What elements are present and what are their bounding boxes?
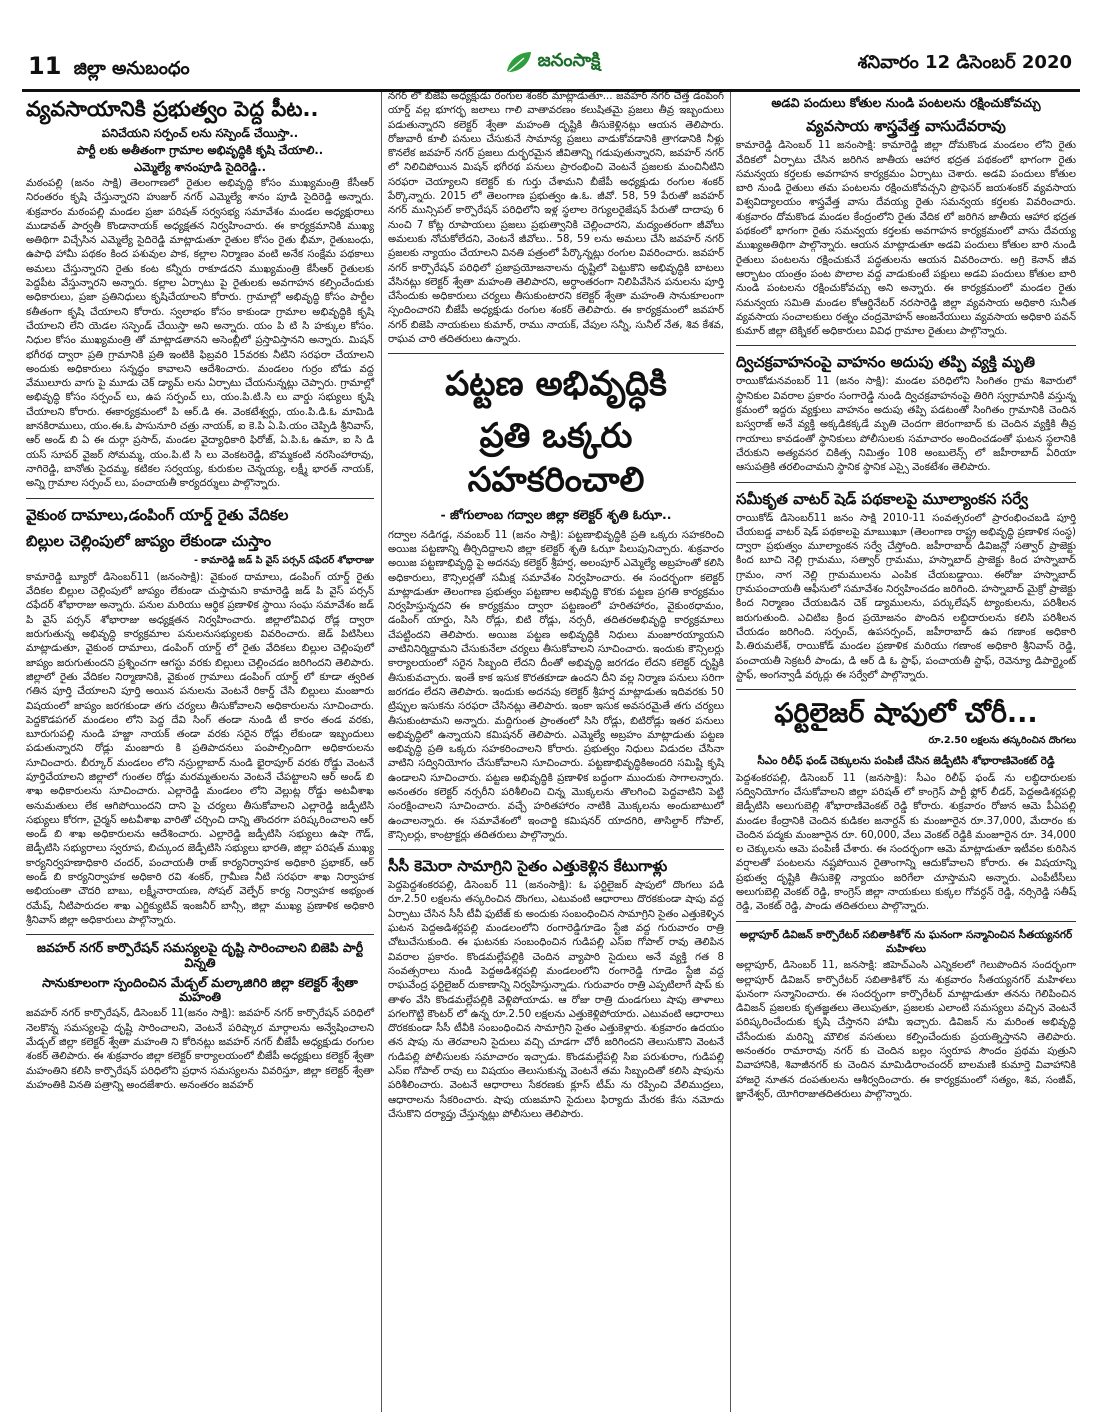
divider xyxy=(388,849,724,850)
article-body: పెద్దశంకరపల్లి, డిసెంబర్ 11 (జనసాక్షి): సీఎం రిలీఫ్ ఫండ్ ను లబ్ధిదారులకు సద్వినియోగం చేసుకోవాలని జిల్లా పరిషత్ లో కాంగ్రెస్ పార్టీ ఫ్లోర్ లీడర్, పెద్దఅడిశర్లపల్లి జెడ్పీటిసి అలుగుబెల్లి శోభారాణివెంకట్ రెడ్డి కోరారు. శుక్రవారం రోజున ఆమె పీఏపల్లి మండల కేంద్రానికి చెందిన కుడికల జనార్దన్ కు మంజూరైన రూ.37,000, మేదారం కు చెందిన పద్మకు మంజూరైన రూ. 60,000, వేలు వెంకట్ రెడ్డికి మంజూరైన రూ. 34,000 ల చెక్కులను ఆమె పంపిణీ చేశారు. ఈ సందర్భంగా ఆమె మాట్లాడుతూ ఇటీవల కురిసిన వర్షాలతో పంటలను నష్టపోయిన రైతాంగాన్ని ఆదుకోవాలని కోరారు. ఈ విషయాన్ని ప్రభుత్వ దృష్టికి తీసుకెళ్లి న్యాయం జరిగేలా చూస్తామని అన్నారు. ఎంపీటీసీలు అలుగుబెల్లి వెంకట్ రెడ్డి, కాంగ్రెస్ జిల్లా నాయకులు కుక్కల గోవర్ధన్ రెడ్డి, నర్సిరెడ్డి సతీష్ రెడ్డి, వెంకట్ రెడ్డి, పాండు తదితరులు పాల్గొన్నారు. xyxy=(736,772,1076,913)
divider xyxy=(736,689,1076,690)
divider xyxy=(388,353,724,354)
column-right xyxy=(736,90,1076,1104)
column-middle xyxy=(388,90,724,1124)
article-headline: వైకుంఠ దామాలు,డంపింగ్ యార్డ్ రైతు వేదికల xyxy=(26,505,289,524)
divider xyxy=(26,498,374,499)
article-headline: అడవి పందులు కోతుల నుండి పంటలను రక్షించుకోవచ్చు xyxy=(771,95,1041,110)
article-headline: బిల్లుల చెల్లింపులో జాప్యం లేకుండా చుస్తాం xyxy=(26,531,272,550)
article-body: నగర్ లో బీజేపీ అధ్యక్షుడు రంగుల శంకర్ మాట్లాడుతూ... జవహర్ నగర్ చెత్త డంపింగ్ యార్డ్ వల్ల భూగర్భ జలాలు గాలి వాతావరణం కలుషితమై ప్రజలు తీవ్ర ఇబ్బందులు పడుతున్నారని కలెక్టర్ శ్వేతా మహంతి దృష్టికి తీసుకెళ్లినట్లు ఆయన తెలిపారు. రోజువారీ కూలీ పనులు చేసుకునే సామాన్య ప్రజలు వాడుకోవడానికి త్రాగడానికి నీళ్లు కొనలేక జవహర్ నగర్ ప్రజలు దుర్భరమైన జీవితాన్ని గడుపుతున్నారని, జవహర్ నగర్ లో నిలిచిపోయిన మిషన్ భగీరథ పనులు ప్రారంభించి వెంటనే ప్రజలకు మంచినీటిని సరఫరా చెయ్యాలని కలెక్టర్ కు గుర్తు చేశామని బీజేపీ అధ్యక్షుడు రంగుల శంకర్ పేర్కొన్నారు. 2015 లో తెలంగాణ ప్రభుత్వం ఉ.ఓ. జీవో. 58, 59 పేరుతో జవహర్ నగర్ మున్సిపల్ కార్పొరేషన్ పరిధిలోని ఇళ్ల స్థలాల రెగ్యులరైజేషన్ పేరుతో దాదాపు 6 నుంచి 7 కోట్ల రూపాయలు ప్రజలు ప్రభుత్వానికి చెల్లించారని, మద్యంతరంగా జీవోలు అమలుకు నోచుకోలేదని, వెంటనే జీవోలు.. 58, 59 లను అమలు చేసి జవహర్ నగర్ ప్రజలకు న్యాయం చేయాలని వినతి పత్రంలో పేర్కొన్నట్లు రంగుల వివరించారు. జవహర్ నగర్ కార్పొరేషన్ పరిధిలో ప్రజాప్రయోజనాలను దృష్టిలో పెట్టుకొని అభివృద్ధికి బాటలు వేసినట్లు కలెక్టర్ శ్వేతా మహంతి తెలిపారని, అర్ధాంతరంగా నిలిపివేసిన పనులను పూర్తి చేసేందుకు అధికారులు చర్యలు తీసుకుంటారని కలెక్టర్ శ్వేతా మహంతి సానుకూలంగా స్పందించారని బీజేపీ అధ్యక్షుడు రంగుల శంకర్ తెలిపారు. ఈ కార్యక్రమంలో జవహర్ నగర్ బిజెపి నాయకులు కుమార్, రాము నాయక్, వేపుల సన్నీ, సునీల్ నేత, శివ కేశవ, రాఘవ చారి తదితరులు ఉన్నారు. xyxy=(388,91,724,346)
article-headline: సీసీ కెమెరా సామాగ్రిని సైతం ఎత్తుకెళ్లిన కేటుగాళ్లు xyxy=(388,857,668,876)
article-headline: వ్యవసాయానికి ప్రభుత్వం పెద్ద పీట.. xyxy=(26,97,319,121)
article-byline: - జోగులాంబ గద్వాల జిల్లా కలెక్టర్ శృతి ఓఝా.. xyxy=(440,507,672,523)
newspaper-logo xyxy=(467,44,637,80)
article-subhead: పనిచేయని సర్పంచ్ లను సస్పెండ్ చేయిస్తా.. xyxy=(101,126,299,140)
article-subhead: సానుకూలంగా స్పందించిన మేడ్చల్ మల్కాజిగిరి జిల్లా కలెక్టర్ శ్వేతా మహంతి xyxy=(42,974,358,1005)
article-subhead: ఎమ్మెల్యే శానంపూడి సైదిరెడ్డి.. xyxy=(134,160,266,174)
article-body: పెద్దపెద్దశంకరపల్లి, డిసెంబర్ 11 (జనంసాక్షి): ఓ ఫర్టిలైజర్ షాపులో దొంగలు పడి రూ.2.50 లక్షలను తస్కరించిన దొంగలు, ఎటువంటి ఆధారాలు దొరకకుండా షాపు వద్ద ఏర్పాటు చేసిన సీసీ టీవీ ఫుటేజ్ కు అందుకు సంబంధించిన సామాగ్రిని సైతం ఎత్తుకెళ్ళిన ఘటన పెద్దఅడిశర్లపల్లి మండలంలోని రంగారెడ్డిగూడెం స్టేజి వద్ద గురువారం రాత్రి చోటుచేసుకుంది. ఈ ఘటనకు సంబంధించిన గుడిపల్లి ఎస్ఐ గోపాల్ రావు తెలిపిన వివరాల ప్రకారం. కొండమల్లేపల్లికి చెందిన వ్యాపారి సైదులు అనే వ్యక్తి గత 8 సంవత్సరాలు నుండి పెద్దఅడిశర్లపల్లి మండలంలోని రంగారెడ్డి గూడెం స్టేజి వద్ద రాఘవేంద్ర ఫర్టిలైజర్ దుకాణాన్ని నిర్వహిస్తున్నాడు. గురువారం రాత్రి ఎప్పటిలాగే షాప్ కు తాళం వేసి కొండమల్లేపల్లికి వెళ్లిపోయాడు. ఆ రోజు రాత్రి దుండగులు షాపు తాళాలు పగలగొట్టి కౌంటర్ లో ఉన్న రూ.2.50 లక్షలను ఎత్తుకెళ్లిపోయారు. ఎటువంటి ఆధారాలు దొరకకుండా సీసీ టీవీకి సంబంధించిన సామాగ్రిని సైతం ఎత్తుకెళ్లారు. శుక్రవారం ఉదయం తన షాపు ను తెరవాలని సైదులు వచ్చి చూడగా చోరీ జరిగిందని తెలుసుకొని వెంటనే గుడిపల్లి పోలీసులకు సమాచారం ఇచ్చాడు. కొండమల్లేపల్లి సిఐ పరుశురాం, గుడిపల్లి ఎస్ఐ గోపాల్ రావు లు విషయం తెలుసుకున్న వెంటనే తమ సిబ్బందితో కలిసి షాపును పరిశీలించారు. వెంటనే ఆధారాలు సేకరణకు క్లూస్ టీమ్ ను రప్పించి వేలిముద్రలు, ఆధారాలను సేకరించారు. షాపు యజమాని సైదులు ఫిర్యాదు మేరకు కేసు నమోదు చేసుకొని దర్యాప్తు చేస్తున్నట్లు పోలీసులు తెలిపారు. xyxy=(388,880,724,1120)
main-headline-line: ప్రతి ఒక్కరు సహకరించాలి xyxy=(467,416,645,501)
article-body: కామారెడ్డి డిసెంబర్ 11 జనంసాక్షి: కామారెడ్డి జిల్లా దోమకొండ మండలం లోని రైతు వేదికలో ఏర్పాటు చేసిన జరిగిన జాతీయ ఆహార భద్రత పథకంలో భాగంగా రైతు సమన్వయ కర్తలకు అవగాహన కార్యక్రమం ఏర్పాటు చెశారు. అడవి పందులు కోతుల బారి నుండి రైతులు తమ పంటలను రక్షించుకోవచ్చని ప్రొఫెసర్ జయశంకర్ వ్యవసాయ విశ్వవిద్యాలయం శాస్త్రవేత్త వాసు దేవయ్య రైతు సమన్వయ కర్తలకు వివరించారు. శుక్రవారం దోమకొండ మండల కేంద్రంలోని రైతు వేదిక లో జరిగిన జాతీయ ఆహార భద్రత పథకంలో భాగంగా రైతు సమన్వయ కర్తలకు అవగాహన కార్యక్రమంలో వాసు దేవయ్య ముఖ్యఅతిథిగా పాల్గొన్నారు. ఆయన మాట్లాడుతూ అడవి పందులు కోతుల బారి నుండి రైతులు పంటలను రక్షించుకునే పద్ధతులను ఆయన వివరించారు. అగ్రి కెనాన్ జీవ ఆర్భాటం యంత్రం పంట పొలాల వద్ద వాడుకుంటే పక్షులు అడవి పందులు కోతుల బారి నుండి పంటలను రక్షించుకోవచ్చు అని అన్నారు. ఈ కార్యక్రమంలో మండల రైతు సమన్వయ సమితి మండల కోఆర్డినేటర్ నరసారెడ్డి జిల్లా వ్యవసాయ అధికారి సునీత వ్యవసాయ సంచాలకులు రత్నం చంద్రమోహన్ ఆంజనేయులు వ్యవసాయ అధికారి పవన్ కుమార్ జిల్లా టెక్నికల్ అధికారులు వివిధ గ్రామాల రైతులు పాల్గొన్నారు. xyxy=(736,140,1076,338)
divider xyxy=(26,934,374,935)
article-headline: సమీకృత వాటర్ షెడ్ పథకాలపై మూల్యాంకన సర్వే xyxy=(736,489,1028,508)
page-header xyxy=(22,40,1080,86)
column-divider xyxy=(381,92,382,1412)
logo-text: జనంసాక్షి xyxy=(537,49,601,71)
article-headline: జవహర్ నగర్ కార్పొరేషన్ సమస్యలపై దృష్టి సారించాలని బిజెపి పార్టీ విన్నతి xyxy=(36,940,364,970)
section-name: జిల్లా అనుబంధం xyxy=(73,58,190,79)
article-body: రాయికోడునవంబర్ 11 (జనం సాక్షి): మండల పరిధిలోని సింగితం గ్రామ శివారులో స్థానికుల వివరాల ప్రకారం సంగారెడ్డి నుండి ద్విచక్రవాహనంపై తిరిగి స్వగ్రామానికి వస్తున్న క్రమంలో ఇద్దరు వ్యక్తులు వాహనం అదుపు తప్పి పడటంతో సింగితం గ్రామానికి చెందిన బస్వరాజ్ అనే వ్యక్తి అక్కడికక్కడే మృతి చెందగా జెరంగాబాద్ కు చెందిన వ్యక్తికి తీవ్ర గాయాలు కావడంతో స్థానికులు పోలీసులకు సమాచారం అందించడంతో ఘటన స్థలానికి చేరుకుని అత్యవసర చికిత్స నిమిత్తం 108 అంబులెన్స్ లో జహీరాబాద్ ఏరియా ఆసుపత్రికి తరలించామని స్థానిక స్థానిక ఎస్సై వెంకటేశం తెలిపారు. xyxy=(736,376,1076,474)
divider xyxy=(736,345,1076,346)
divider xyxy=(736,921,1076,922)
page-section xyxy=(28,52,190,83)
column-divider xyxy=(730,92,731,1412)
article-body: అల్లాపూర్, డిసెంబర్ 11, జనసాక్షి: జిహెచ్ఎంసి ఎన్నికలలో గెలుపొందిన సందర్భంగా అల్లాపూర్ డివిజన్ కార్పొరేటర్ సబితాకిశోర్ ను శుక్రవారం సీతయ్యనగర్ మహిళలు ఘనంగా సన్మానించారు. ఈ సందర్భంగా కార్పొరేటర్ మాట్లాడుతూ తనను గెలిపించిన డివిజన్ ప్రజలకు కృతజ్ఞతలు తెలుపుతూ, ప్రజలకు ఎలాంటి సమస్యలు వచ్చిన వెంటనే పరిష్కరించేందుకు కృషి చేస్తానని హామీ ఇచ్చారు. డివిజన్ ను మరింత అభివృద్ధి చేసేందుకు మరిన్ని మౌలిక వసతులు కల్పించేందుకు ప్రయత్నిస్తానని తెలిపారు. అనంతరం రామారావు నగర్ కు చెందిన బల్లం స్వరూప సౌందం ప్రథమ పుత్రుని వివాహానికి, శివాజీనగర్ కు చెందిన మామిడిరాంచందర్ బాలమణి కుమార్తె వివాహానికి హాజరై నూతన దంపతులను ఆశీర్వదించారు. ఈ కార్యక్రమంలో సత్యం, శివ, సంజీవ్, జ్ఞానేశ్వర్, యోగిరాజుతదితరులు పాల్గొన్నారు. xyxy=(736,960,1076,1100)
article-body: మఠంపల్లి (జనం సాక్షి) తెలంగాణలో రైతుల అభివృద్ధి కోసం ముఖ్యమంత్రి కేసీఆర్ నిరంతరం కృషి చేస్తున్నారని హుజుర్ నగర్ ఎమ్మెల్యే శానం పూడి సైదిరెడ్డి అన్నారు. శుక్రవారం మఠంపల్లి మండల ప్రజా పరిషత్ సర్వసభ్య సమావేశం మండల అధ్యక్షురాలు ముడావత్ పార్వతీ కొండానాయక్ అధ్యక్షతన నిర్వహించారు. ఈ కార్యక్రమానికి ముఖ్య అతిథిగా విచ్చేసిన ఎమ్మెల్యే సైదిరెడ్డి మాట్లాడుతూ రైతుల కోసం రైతు భీమా, రైతుబంధు, ఉపాధి హామీ పథకం కింద పశువుల పాక, కల్లాల నిర్మాణం వంటి అనేక సంక్షేమ పథకాలు అమలు చేస్తున్నారని రైతు కంట కన్నీరు రాకూడదని ముఖ్యమంత్రి కేసీఆర్ రైతులకు పెద్దపీట వేస్తున్నారని అన్నారు. కల్లాల ఏర్పాటు పై రైతులకు అవగాహన కల్పించేందుకు అధికారులు, ప్రజా ప్రతినిధులు కృషిచేయాలని కోరారు. గ్రామాల్లో అభివృద్ధి కోసం పార్టీల కతీతంగా కృషి చేయాలని కోరారు. స్వలాభం కోసం కాకుండా గ్రామాల అభివృద్ధికి కృషి చేయాలని లేని యెడల సస్పెండ్ చేయిస్తా అని అన్నారు. యం పి టి సి హక్కుల కోసం. నిధుల కోసం ముఖ్యమంత్రి తో మాట్లాడతానని అసెంబ్లీలో ప్రస్తావిస్తానని అన్నారు. మిషన్ భగీరథ ద్వారా ప్రతి గ్రామానికి ప్రతి ఇంటికి ఫిబ్రవరి 15వరకు నీటిని సరఫరా చేయాలని అందుకు అధికారులు సన్నద్ధం కావాలని ఆదేశించారు. మండలం గుర్రం బోడు వద్ద వేములూరు వాగు పై మూడు చెక్ డ్యామ్ లను ఏర్పాటు చేయనున్నట్లు చెప్పారు. గ్రామాల్లో అభివృద్ధి కోసం సర్పంచ్ లు, ఉప సర్పంచ్ లు, యం.పి.టి.సి లు వార్డు సభ్యులు కృషి చేయాలని కోరారు. ఈకార్యక్రమంలో పి ఆర్.డి ఈ. వెంకటేశ్వర్లు, యం.పి.డి.ఓ మామిడి జానకిరాములు, యం.ఈ.ఓ పాసునూరి చత్రు నాయక్, ఐ కె.పి ఏ.పి.యం చెప్పిడి శ్రీనివాస్, ఆర్ అండ్ బి ఏ ఈ దుర్గా ప్రసాద్, మండల వైద్యాధికారి ఫిరోజ్, ఏ.పి.ఓ ఉమా, ఐ సి డి యస్ సూపర్ వైజర్ సోమమ్మ, యం.పి.టి సి లు వెంకటరెడ్డి, బొమ్మకంటి నరసింహారావు, నాగిరెడ్డి, బానోతు సైదమ్మ, కటికల సర్వయ్య, కురుకుల చెన్నయ్య, లక్ష్మీ భారత్ నాయక్, అన్ని గ్రామాల సర్పంచ్ లు, పంచాయతీ కార్యదర్శులు పాల్గొన్నారు. xyxy=(26,178,374,490)
article-body: జవహర్ నగర్ కార్పొరేషన్, డిసెంబర్ 11(జనం సాక్షి): జవహర్ నగర్ కార్పొరేషన్ పరిధిలో నెలకొన్న సమస్యలపై దృష్టి సారించాలని, వెంటనే పరిష్కార మార్గాలను అన్వేషించాలని మేడ్చల్ జిల్లా కలెక్టర్ శ్వేతా మహంతి ని కోరినట్లు జవహర్ నగర్ బీజేపీ అధ్యక్షుడు రంగుల శంకర్ తెలిపారు. ఈ శుక్రవారం జిల్లా కలెక్టర్ కార్యాలయంలో బీజేపీ అధ్యక్షులు కలెక్టర్ శ్వేతా మహంతిని కలిసి కార్పొరేషన్ పరిధిలోని ప్రధాన సమస్యలను వివరిస్తూ, జిల్లా కలెక్టర్ శ్వేతా మహంతికి వినతి పత్రాన్ని అందజేశారు. అనంతరం జవహర్ xyxy=(26,1008,374,1091)
article-headline: ఫర్టిలైజర్ షాపులో చోరీ... xyxy=(774,698,1038,730)
issue-date: శనివారం 12 డిసెంబర్ 2020 xyxy=(857,52,1072,73)
column-left xyxy=(26,90,374,1095)
divider xyxy=(736,482,1076,483)
page-number: 11 xyxy=(28,52,62,80)
article-subhead: పార్టీ లకు అతీతంగా గ్రామాల అభివృద్ధికి కృషి చేయాలి.. xyxy=(76,143,324,157)
article-body: రాయికోడ్ డిసెంబర్11 జనం సాక్షి 2010-11 సంవత్సరంలో ప్రారంభించబడి పూర్తి చేయబడ్డ వాటర్ షెడ్ పథకాలపై మాఋఖూ (తెలంగాణ రాష్ట్ర అభివృద్ధి ప్రణాళిక సంస్థ) ద్వారా ప్రభుత్వం మూల్యాంకన సర్వే చేస్తోంది. జహీరాబాద్ డివిజన్లో సత్వార్ ప్రాజెక్టు కింద బూచి నెల్లి గ్రామము, సత్వార్ గ్రామము, హస్నాబాద్ ప్రాజెక్టు కింద హస్నాబాద్ గ్రామం, నాగ నెల్లి గ్రామములను ఎంపిక చేయబడ్డాయి. ఈరోజు హస్నాబాద్ గ్రామపంచాయతీ ఆఫీసులో సమావేశం నిర్వహించడం జరిగింది. హస్నాబాద్ మైక్రో ప్రాజెక్టు కింద నిర్మాణం చేయబడిన చెక్ డ్యాములను, పర్కులేషన్ ట్యాంకులను, పరిశీలన జరుగుతుంది. ఎచిటిబ క్రింద ప్రయోజనం పొందిన లబ్ధిదారులను కలిసి పరిశీలన చేయడం జరిగింది. సర్పంచ్, ఉపసర్పంచ్, జహీరాబాద్ ఉప గణాంక అధికారి పి.తిరుమలేశ్, రాయికోడ్ మండల ప్రణాళిక మరియు గణాంక అధికారి శ్రీనివాస్ రెడ్డి, పంచాయతీ సెక్రటరీ పాండు, డి ఆర్ డి ఓ స్టాఫ్, పంచాయతీ స్టాఫ్, రెవెన్యూ డిపార్ట్మెంట్ స్టాఫ్, అంగన్వాడీ వర్కర్లు ఈ సర్వేలో పాల్గొన్నారు. xyxy=(736,512,1076,681)
article-headline: వ్యవసాయ శాస్త్రవేత్త వాసుదేవరావు xyxy=(806,117,1006,136)
article-subhead: రూ.2.50 లక్షలను తస్కరించిన దొంగలు xyxy=(928,735,1076,747)
article-headline: ద్విచక్రవాహనంపై వాహనం అదుపు తప్పి వ్యక్తి మృతి xyxy=(736,353,1035,372)
article-headline: అల్లాపూర్ డివిజన్ కార్పొరేటర్ సబితాకిశోర్ ను ఘనంగా సన్మానించిన సీతయ్యనగర్ మహిళలు xyxy=(739,928,1073,955)
article-body: గద్వాల నడిగడ్డ, నవంబర్ 11 (జనం సాక్షి): పట్టణాభివృద్ధికి ప్రతి ఒక్కరు సహకరించి అయిజ పట్టణాన్ని తీర్చిదిద్దాలని జిల్లా కలెక్టర్ శృతి ఓఝా పిలుపునిచ్చారు. శుక్రవారం అయిజ పట్టణాభివృద్ధి పై అదనపు కలెక్టర్ శ్రీహర్ష, అలంపూర్ ఎమ్మెల్యే అబ్రహంతో కలిసి అధికారులు, కౌన్సిలర్లతో సమీక్ష సమావేశం నిర్వహించారు. ఈ సందర్భంగా కలెక్టర్ మాట్లాడుతూ తెలంగాణ ప్రభుత్వం పట్టణాల అభివృద్ధి కొరకు పట్టణ ప్రగతి కార్యక్రమం నిర్వహిస్తున్నదని ఈ కార్యక్రమం ద్వారా పట్టణంలో హరితహారం, వైకుంఠధామం, డంపింగ్ యార్డు, సిసి రోడ్లు, బిటి రోడ్లు, నర్సరీ, తదితరఅభివృద్ధి కార్యక్రమాలు చేపట్టిందని తెలిపారు. అయిజ పట్టణ అభివృద్ధికి నిధులు మంజూరయ్యాయని వాటినినిర్మిద్దామని చేసుకునేలా చర్యలు తీసుకోవాలని సూచించారు. ఇందుకు కౌన్సిలర్లు కార్యాలయంలో సరైన సిబ్బంది లేదని దీంతో అభివృద్ధి జరగడం లేదని కలెక్టర్ దృష్టికి తీసుకువచ్చారు. ఇంతే కాక ఇసుక కొరతకూడా ఉందని దీని వల్ల నిర్మాణ పనులు సరిగా జరగడం లేదని తెలిపారు. ఇందుకు అదనపు కలెక్టర్ శ్రీహర్ష మాట్లాడుతు ఇదివరకు 50 ట్రిప్పుల ఇసుకను సరఫరా చేసినట్లు తెలిపారు. ఇంకా ఇసుక అవసరమైతే తగు చర్యలు తీసుకుంటామని అన్నారు. మద్దిగుంత ప్రాంతంలో సిసి రోడ్లు, బిటిరోడ్లు ఇతర పనులు అభివృద్ధిలో ఉన్నాయని కమిషనర్ తెలిపారు. ఎమ్మెల్యే అబ్రహం మాట్లాడుతు పట్టణ అభివృద్ధి ప్రతి ఒక్కరు సహకరించాలని కోరారు. ప్రభుత్వం నిధులు విడుదల చేసినా వాటిని సద్వినియోగం చేసుకోవాలని సూచించారు. పట్టణాభివృద్ధికిఅందరి సమిష్టి కృషి ఉండాలని సూచించారు. పట్టణ అభివృద్ధికి ప్రణాళిక బద్ధంగా ముందుకు సాగాలన్నారు. అనంతరం కలెక్టర్ నర్సరీని పరిశీలించి చిన్న మొక్కలను తొలగించి పెద్దవాటిని పెట్టి సంరక్షించాలని సూచించారు. వచ్చే హరితహారం నాటికి మొక్కలను అందుబాటులో ఉంచాలన్నారు. ఈ సమావేశంలో ఇంచార్జి కమిషనర్ యాదగిరి, తాసిల్దార్ గోపాల్, కౌన్సిలర్లు, కాంట్రాక్టర్లు తదితరులు పాల్గొన్నారు. xyxy=(388,529,724,841)
main-headline-line: పట్టణ అభివృద్ధికి xyxy=(445,364,667,405)
article-body: కామారెడ్డి బ్యూరో డిసెంబర్11 (జనంసాక్షి): వైకుంఠ దామాలు, డంపింగ్ యార్డ్ రైతు వేదికల బిల్లుల చెల్లింపులో జాప్యం లేకుండా చుస్తామని కామారెడ్డి జడ్ పి వైస్ పర్సన్ దఫేదర్ శోభారాజు అన్నారు. పనుల మరియు ఆర్థిక ప్రణాళిక స్థాయి సంఘ సమావేశం జడ్ పి వైస్ పర్సన్ శోభారాజు అధ్యక్షతన నిర్వహించారు. జిల్లాలోవివిధ రోడ్ల ద్వారా జరుగుతున్న అభివృద్ధి కార్యక్రమాల పనులనుసభ్యులకు వివరించారు. జెడ్ పిటిసిలు మాట్లాడుతూ, వైకుంఠ దామాలు, డంపింగ్ యార్డ్ లో రైతు వేదికలు బిల్లుల చెల్లింపులో జాప్యం జరుగుతుందని ప్రశ్నించగా ఆగస్టు వరకు బిల్లులు చెల్లించడం జరిగిందని తెలిపారు. జిల్లాలో రైతు వేదికల నిర్మాణానికి, వైకుంఠ గ్రామాలు డంపింగ్ యార్డ్ లో కూడా త్వరిత గతిన పూర్తి చేయాలని పూర్తి అయిన పనులను వెంటనే రికార్డ్ చేసి బిల్లులు మంజూరు విషయంలో జాప్యం జరగకుండా తగు చర్యలు తీసుకోవాలని అధికారులను సూచించారు. పెద్దకొడపగల్ మండలం లోని పెద్ద దేవి సింగ్ తండా నుండి టీ కారం తండ వరకు, బూరుగుపల్లి నుండి హజ్జా నాయక్ తండా వరకు సరైన రోడ్లు లేకుండా ఇబ్బందులు పడుతున్నారని రోడ్లు మంజూరు కి ప్రతిపాదనలు పంపాల్సిందిగా అధికారులను సూచించారు. బీర్కూర్ మండలం లోని నస్రుల్లాబాద్ నుండి భైరాపూర్ వరకు రోడ్డు వెంటనే పూర్తిచేయాలని జిల్లాలో గుంతల రోడ్లు మరమ్మతులను వెంటనే చేపట్టాలని ఆర్ అండ్ బి శాఖ అధికారులను సూచించారు. ఎల్లారెడ్డి మండలం లోని వెల్లుట్ల రోడ్డు అటవీశాఖ అనుమతులు లేక ఆగిపోయిందని దాని పై చర్యలు తీసుకోవాలని ఎల్లారెడ్డి జడ్పీటిసి సభ్యులు కోరగా, చైర్మన్ అటవీశాఖ వారితో చర్చించి దాన్ని తొందరగా పరిష్కరించాలని ఆర్ అండ్ బి శాఖ అధికారులను ఆదేశించారు. ఎల్లారెడ్డి జడ్పీటిసి సభ్యులు ఉషా గౌడ్, జెడ్పీటిసి సభ్యురాలు స్వరూప, బిచ్కుంద జెడ్పీటిసి సభ్యులు భారతి, జిల్లా పరిషత్ ముఖ్య కార్యనిర్వహణాధికారి చందర్, పంచాయతీ రాజ్ కార్యనిర్వాహక అధికారి ప్రభాకర్, ఆర్ అండ్ బి కార్యనిర్వాహక అధికారి రవి శంకర్, గ్రామీణ నీటి సరఫరా శాఖ నిర్వాహక అభియంతా చౌదరి బాబు, లక్ష్మీనారాయణ, సోషల్ వెల్ఫేర్ కార్య నిర్వాహక అభ్యంత రమేష్, నీటిపారుదల శాఖ ఎగ్జిక్యుటివ్ ఇంజనీర్ బాన్సీ, జిల్లా ముఖ్య ప్రణాళిక అధికారి శ్రీనివాస్ జిల్లా అధికారులు పాల్గొన్నారు. xyxy=(26,571,374,926)
article-byline: - కామారెడ్డి జడ్ పి వైస్ పర్సన్ దఫేదర్ శోభారాజు xyxy=(194,554,374,566)
leaf-icon xyxy=(504,49,534,75)
article-subhead: సీఎం రిలీఫ్ ఫండ్ చెక్కులను పంపిణీ చేసిన జెడ్పీటిసి శోభారాణివెంకట్ రెడ్డి xyxy=(757,755,1055,768)
